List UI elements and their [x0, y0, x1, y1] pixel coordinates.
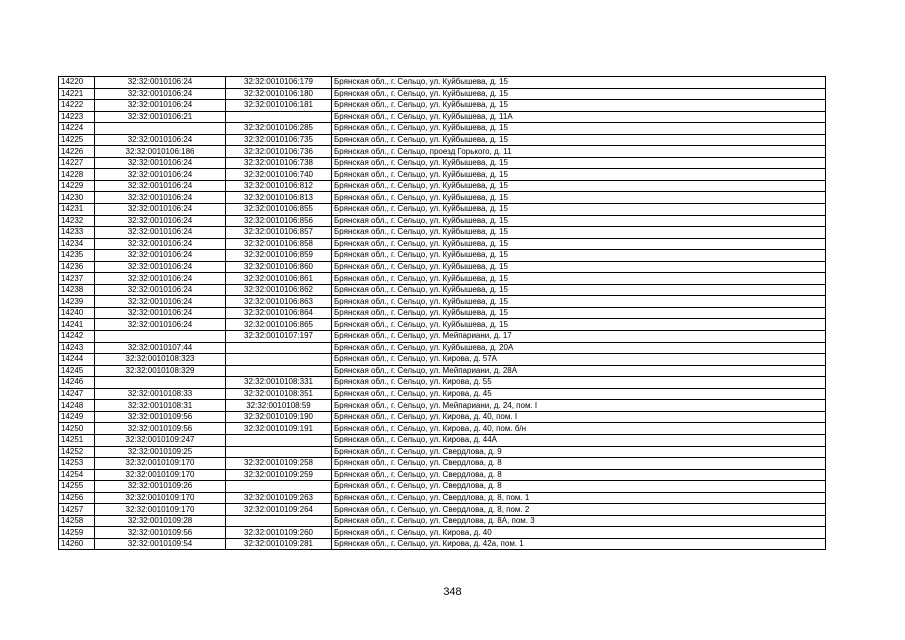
land-cadastral-number-cell: 32:32:0010106:24 — [95, 180, 226, 192]
row-number-cell: 14254 — [59, 469, 95, 481]
address-cell: Брянская обл., г. Сельцо, ул. Куйбышева, д. 15 — [332, 307, 826, 319]
object-cadastral-number-cell: 32:32:0010109:191 — [226, 423, 332, 435]
object-cadastral-number-cell: 32:32:0010109:258 — [226, 458, 332, 470]
object-cadastral-number-cell: 32:32:0010107:197 — [226, 331, 332, 343]
row-number-cell: 14228 — [59, 169, 95, 181]
row-number-cell: 14240 — [59, 307, 95, 319]
table-row — [59, 492, 826, 504]
row-number-cell: 14242 — [59, 331, 95, 343]
row-number-cell: 14255 — [59, 481, 95, 493]
table-row — [59, 481, 826, 493]
address-cell: Брянская обл., г. Сельцо, ул. Куйбышева, д. 15 — [332, 215, 826, 227]
row-number-cell: 14257 — [59, 504, 95, 516]
land-cadastral-number-cell: 32:32:0010106:24 — [95, 319, 226, 331]
table-row — [59, 527, 826, 539]
row-number-cell: 14247 — [59, 388, 95, 400]
object-cadastral-number-cell: 32:32:0010106:179 — [226, 77, 332, 89]
table-row — [59, 215, 826, 227]
address-cell: Брянская обл., г. Сельцо, ул. Куйбышева, д. 15 — [332, 227, 826, 239]
object-cadastral-number-cell: 32:32:0010106:859 — [226, 250, 332, 262]
land-cadastral-number-cell: 32:32:0010106:24 — [95, 77, 226, 89]
object-cadastral-number-cell: 32:32:0010106:861 — [226, 273, 332, 285]
row-number-cell: 14253 — [59, 458, 95, 470]
address-cell: Брянская обл., г. Сельцо, ул. Куйбышева, д. 15 — [332, 180, 826, 192]
row-number-cell: 14229 — [59, 180, 95, 192]
table-row — [59, 111, 826, 123]
address-cell: Брянская обл., г. Сельцо, ул. Куйбышева, д. 15 — [332, 296, 826, 308]
table-row — [59, 319, 826, 331]
land-cadastral-number-cell: 32:32:0010109:247 — [95, 434, 226, 446]
table-row — [59, 169, 826, 181]
table-row — [59, 284, 826, 296]
land-cadastral-number-cell: 32:32:0010106:24 — [95, 307, 226, 319]
table-row — [59, 77, 826, 89]
address-cell: Брянская обл., г. Сельцо, ул. Куйбышева, д. 15 — [332, 100, 826, 112]
land-cadastral-number-cell: 32:32:0010106:24 — [95, 296, 226, 308]
address-cell: Брянская обл., г. Сельцо, ул. Куйбышева, д. 15 — [332, 157, 826, 169]
object-cadastral-number-cell — [226, 342, 332, 354]
land-cadastral-number-cell: 32:32:0010106:24 — [95, 238, 226, 250]
address-cell: Брянская обл., г. Сельцо, ул. Куйбышева, д. 11А — [332, 111, 826, 123]
row-number-cell: 14233 — [59, 227, 95, 239]
address-cell: Брянская обл., г. Сельцо, ул. Куйбышева, д. 15 — [332, 77, 826, 89]
row-number-cell: 14220 — [59, 77, 95, 89]
object-cadastral-number-cell: 32:32:0010108:351 — [226, 388, 332, 400]
table-row — [59, 469, 826, 481]
object-cadastral-number-cell: 32:32:0010106:865 — [226, 319, 332, 331]
object-cadastral-number-cell — [226, 515, 332, 527]
object-cadastral-number-cell: 32:32:0010106:285 — [226, 123, 332, 135]
land-cadastral-number-cell: 32:32:0010106:24 — [95, 88, 226, 100]
object-cadastral-number-cell: 32:32:0010106:863 — [226, 296, 332, 308]
row-number-cell: 14225 — [59, 134, 95, 146]
table-row — [59, 307, 826, 319]
object-cadastral-number-cell: 32:32:0010109:260 — [226, 527, 332, 539]
row-number-cell: 14243 — [59, 342, 95, 354]
row-number-cell: 14260 — [59, 538, 95, 550]
table-row — [59, 504, 826, 516]
row-number-cell: 14236 — [59, 261, 95, 273]
table-row — [59, 134, 826, 146]
table-row — [59, 365, 826, 377]
row-number-cell: 14250 — [59, 423, 95, 435]
object-cadastral-number-cell: 32:32:0010109:190 — [226, 411, 332, 423]
land-cadastral-number-cell: 32:32:0010109:56 — [95, 423, 226, 435]
address-cell: Брянская обл., г. Сельцо, ул. Куйбышева, д. 15 — [332, 250, 826, 262]
table-row — [59, 377, 826, 389]
object-cadastral-number-cell: 32:32:0010106:738 — [226, 157, 332, 169]
object-cadastral-number-cell: 32:32:0010106:736 — [226, 146, 332, 158]
row-number-cell: 14245 — [59, 365, 95, 377]
object-cadastral-number-cell: 32:32:0010106:735 — [226, 134, 332, 146]
land-cadastral-number-cell: 32:32:0010106:24 — [95, 134, 226, 146]
table-row — [59, 434, 826, 446]
object-cadastral-number-cell: 32:32:0010106:864 — [226, 307, 332, 319]
object-cadastral-number-cell — [226, 481, 332, 493]
object-cadastral-number-cell: 32:32:0010106:857 — [226, 227, 332, 239]
row-number-cell: 14259 — [59, 527, 95, 539]
table-row — [59, 458, 826, 470]
table-row — [59, 204, 826, 216]
address-cell: Брянская обл., г. Сельцо, ул. Кирова, д. 57А — [332, 354, 826, 366]
row-number-cell: 14256 — [59, 492, 95, 504]
address-cell: Брянская обл., г. Сельцо, ул. Свердлова, д. 8 — [332, 469, 826, 481]
object-cadastral-number-cell: 32:32:0010109:263 — [226, 492, 332, 504]
address-cell: Брянская обл., г. Сельцо, ул. Кирова, д. 42а, пом. 1 — [332, 538, 826, 550]
address-cell: Брянская обл., г. Сельцо, ул. Куйбышева, д. 15 — [332, 284, 826, 296]
address-cell: Брянская обл., г. Сельцо, ул. Куйбышева, д. 15 — [332, 192, 826, 204]
land-cadastral-number-cell: 32:32:0010106:24 — [95, 215, 226, 227]
object-cadastral-number-cell: 32:32:0010106:862 — [226, 284, 332, 296]
address-cell: Брянская обл., г. Сельцо, ул. Куйбышева, д. 15 — [332, 169, 826, 181]
row-number-cell: 14221 — [59, 88, 95, 100]
object-cadastral-number-cell: 32:32:0010106:855 — [226, 204, 332, 216]
land-cadastral-number-cell: 32:32:0010106:24 — [95, 227, 226, 239]
land-cadastral-number-cell: 32:32:0010108:323 — [95, 354, 226, 366]
table-row — [59, 296, 826, 308]
row-number-cell: 14223 — [59, 111, 95, 123]
table-row — [59, 88, 826, 100]
address-cell: Брянская обл., г. Сельцо, ул. Свердлова, д. 8 — [332, 458, 826, 470]
object-cadastral-number-cell — [226, 446, 332, 458]
object-cadastral-number-cell: 32:32:0010106:856 — [226, 215, 332, 227]
land-cadastral-number-cell: 32:32:0010106:24 — [95, 273, 226, 285]
object-cadastral-number-cell: 32:32:0010106:813 — [226, 192, 332, 204]
row-number-cell: 14227 — [59, 157, 95, 169]
table-row — [59, 261, 826, 273]
object-cadastral-number-cell: 32:32:0010106:181 — [226, 100, 332, 112]
row-number-cell: 14224 — [59, 123, 95, 135]
address-cell: Брянская обл., г. Сельцо, ул. Мейпариани, д. 17 — [332, 331, 826, 343]
address-cell: Брянская обл., г. Сельцо, ул. Куйбышева, д. 15 — [332, 204, 826, 216]
object-cadastral-number-cell: 32:32:0010108:331 — [226, 377, 332, 389]
land-cadastral-number-cell: 32:32:0010106:186 — [95, 146, 226, 158]
land-cadastral-number-cell: 32:32:0010109:25 — [95, 446, 226, 458]
land-cadastral-number-cell: 32:32:0010106:24 — [95, 169, 226, 181]
address-cell: Брянская обл., г. Сельцо, ул. Свердлова, д. 8, пом. 2 — [332, 504, 826, 516]
land-cadastral-number-cell: 32:32:0010106:24 — [95, 204, 226, 216]
row-number-cell: 14232 — [59, 215, 95, 227]
table-row — [59, 273, 826, 285]
object-cadastral-number-cell — [226, 434, 332, 446]
address-cell: Брянская обл., г. Сельцо, ул. Куйбышева, д. 15 — [332, 238, 826, 250]
row-number-cell: 14244 — [59, 354, 95, 366]
land-cadastral-number-cell: 32:32:0010109:56 — [95, 411, 226, 423]
table-row — [59, 446, 826, 458]
object-cadastral-number-cell: 32:32:0010106:860 — [226, 261, 332, 273]
address-cell: Брянская обл., г. Сельцо, ул. Куйбышева, д. 15 — [332, 261, 826, 273]
address-cell: Брянская обл., г. Сельцо, ул. Свердлова, д. 8, пом. 1 — [332, 492, 826, 504]
row-number-cell: 14258 — [59, 515, 95, 527]
object-cadastral-number-cell: 32:32:0010108:59 — [226, 400, 332, 412]
land-cadastral-number-cell: 32:32:0010109:26 — [95, 481, 226, 493]
table-row — [59, 227, 826, 239]
land-cadastral-number-cell — [95, 123, 226, 135]
land-cadastral-number-cell — [95, 377, 226, 389]
address-cell: Брянская обл., г. Сельцо, ул. Кирова, д. 40, пом. I — [332, 411, 826, 423]
land-cadastral-number-cell: 32:32:0010109:170 — [95, 458, 226, 470]
row-number-cell: 14226 — [59, 146, 95, 158]
object-cadastral-number-cell: 32:32:0010106:740 — [226, 169, 332, 181]
table-row — [59, 354, 826, 366]
address-cell: Брянская обл., г. Сельцо, ул. Куйбышева, д. 15 — [332, 88, 826, 100]
row-number-cell: 14235 — [59, 250, 95, 262]
page-number: 348 — [443, 586, 462, 598]
address-cell: Брянская обл., г. Сельцо, ул. Кирова, д. 55 — [332, 377, 826, 389]
object-cadastral-number-cell: 32:32:0010109:264 — [226, 504, 332, 516]
table-row — [59, 538, 826, 550]
row-number-cell: 14237 — [59, 273, 95, 285]
table-row — [59, 250, 826, 262]
object-cadastral-number-cell — [226, 354, 332, 366]
object-cadastral-number-cell: 32:32:0010106:812 — [226, 180, 332, 192]
table-row — [59, 423, 826, 435]
address-cell: Брянская обл., г. Сельцо, проезд Горького, д. 11 — [332, 146, 826, 158]
table-row — [59, 192, 826, 204]
row-number-cell: 14241 — [59, 319, 95, 331]
address-cell: Брянская обл., г. Сельцо, ул. Куйбышева, д. 20А — [332, 342, 826, 354]
table-row — [59, 180, 826, 192]
address-cell: Брянская обл., г. Сельцо, ул. Кирова, д. 40 — [332, 527, 826, 539]
row-number-cell: 14252 — [59, 446, 95, 458]
land-cadastral-number-cell: 32:32:0010109:170 — [95, 492, 226, 504]
land-cadastral-number-cell: 32:32:0010109:54 — [95, 538, 226, 550]
object-cadastral-number-cell: 32:32:0010109:259 — [226, 469, 332, 481]
object-cadastral-number-cell: 32:32:0010106:180 — [226, 88, 332, 100]
land-cadastral-number-cell: 32:32:0010106:21 — [95, 111, 226, 123]
address-cell: Брянская обл., г. Сельцо, ул. Кирова, д. 45 — [332, 388, 826, 400]
land-cadastral-number-cell: 32:32:0010109:170 — [95, 469, 226, 481]
object-cadastral-number-cell — [226, 111, 332, 123]
address-cell: Брянская обл., г. Сельцо, ул. Кирова, д. 40, пом. б/н — [332, 423, 826, 435]
land-cadastral-number-cell — [95, 331, 226, 343]
land-cadastral-number-cell: 32:32:0010107:44 — [95, 342, 226, 354]
land-cadastral-number-cell: 32:32:0010106:24 — [95, 157, 226, 169]
table-row — [59, 123, 826, 135]
row-number-cell: 14248 — [59, 400, 95, 412]
land-cadastral-number-cell: 32:32:0010106:24 — [95, 250, 226, 262]
table-row — [59, 100, 826, 112]
table-row — [59, 411, 826, 423]
registry-table — [58, 76, 826, 550]
address-cell: Брянская обл., г. Сельцо, ул. Мейпариани, д. 28А — [332, 365, 826, 377]
land-cadastral-number-cell: 32:32:0010106:24 — [95, 100, 226, 112]
table-row — [59, 146, 826, 158]
row-number-cell: 14251 — [59, 434, 95, 446]
land-cadastral-number-cell: 32:32:0010108:31 — [95, 400, 226, 412]
land-cadastral-number-cell: 32:32:0010109:28 — [95, 515, 226, 527]
row-number-cell: 14231 — [59, 204, 95, 216]
address-cell: Брянская обл., г. Сельцо, ул. Свердлова, д. 9 — [332, 446, 826, 458]
table-row — [59, 331, 826, 343]
row-number-cell: 14246 — [59, 377, 95, 389]
land-cadastral-number-cell: 32:32:0010106:24 — [95, 192, 226, 204]
land-cadastral-number-cell: 32:32:0010106:24 — [95, 261, 226, 273]
registry-table-body — [59, 77, 826, 550]
row-number-cell: 14230 — [59, 192, 95, 204]
address-cell: Брянская обл., г. Сельцо, ул. Куйбышева, д. 15 — [332, 273, 826, 285]
address-cell: Брянская обл., г. Сельцо, ул. Куйбышева, д. 15 — [332, 123, 826, 135]
table-row — [59, 400, 826, 412]
land-cadastral-number-cell: 32:32:0010108:329 — [95, 365, 226, 377]
land-cadastral-number-cell: 32:32:0010109:56 — [95, 527, 226, 539]
table-row — [59, 515, 826, 527]
row-number-cell: 14222 — [59, 100, 95, 112]
address-cell: Брянская обл., г. Сельцо, ул. Куйбышева, д. 15 — [332, 319, 826, 331]
land-cadastral-number-cell: 32:32:0010109:170 — [95, 504, 226, 516]
address-cell: Брянская обл., г. Сельцо, ул. Куйбышева, д. 15 — [332, 134, 826, 146]
address-cell: Брянская обл., г. Сельцо, ул. Свердлова, д. 8А, пом. 3 — [332, 515, 826, 527]
address-cell: Брянская обл., г. Сельцо, ул. Свердлова, д. 8 — [332, 481, 826, 493]
row-number-cell: 14239 — [59, 296, 95, 308]
row-number-cell: 14234 — [59, 238, 95, 250]
object-cadastral-number-cell: 32:32:0010109:281 — [226, 538, 332, 550]
table-row — [59, 342, 826, 354]
row-number-cell: 14249 — [59, 411, 95, 423]
row-number-cell: 14238 — [59, 284, 95, 296]
land-cadastral-number-cell: 32:32:0010108:33 — [95, 388, 226, 400]
object-cadastral-number-cell: 32:32:0010106:858 — [226, 238, 332, 250]
table-row — [59, 388, 826, 400]
table-row — [59, 238, 826, 250]
object-cadastral-number-cell — [226, 365, 332, 377]
address-cell: Брянская обл., г. Сельцо, ул. Кирова, д. 44А — [332, 434, 826, 446]
table-row — [59, 157, 826, 169]
address-cell: Брянская обл., г. Сельцо, ул. Мейпариани, д. 24, пом. I — [332, 400, 826, 412]
land-cadastral-number-cell: 32:32:0010106:24 — [95, 284, 226, 296]
